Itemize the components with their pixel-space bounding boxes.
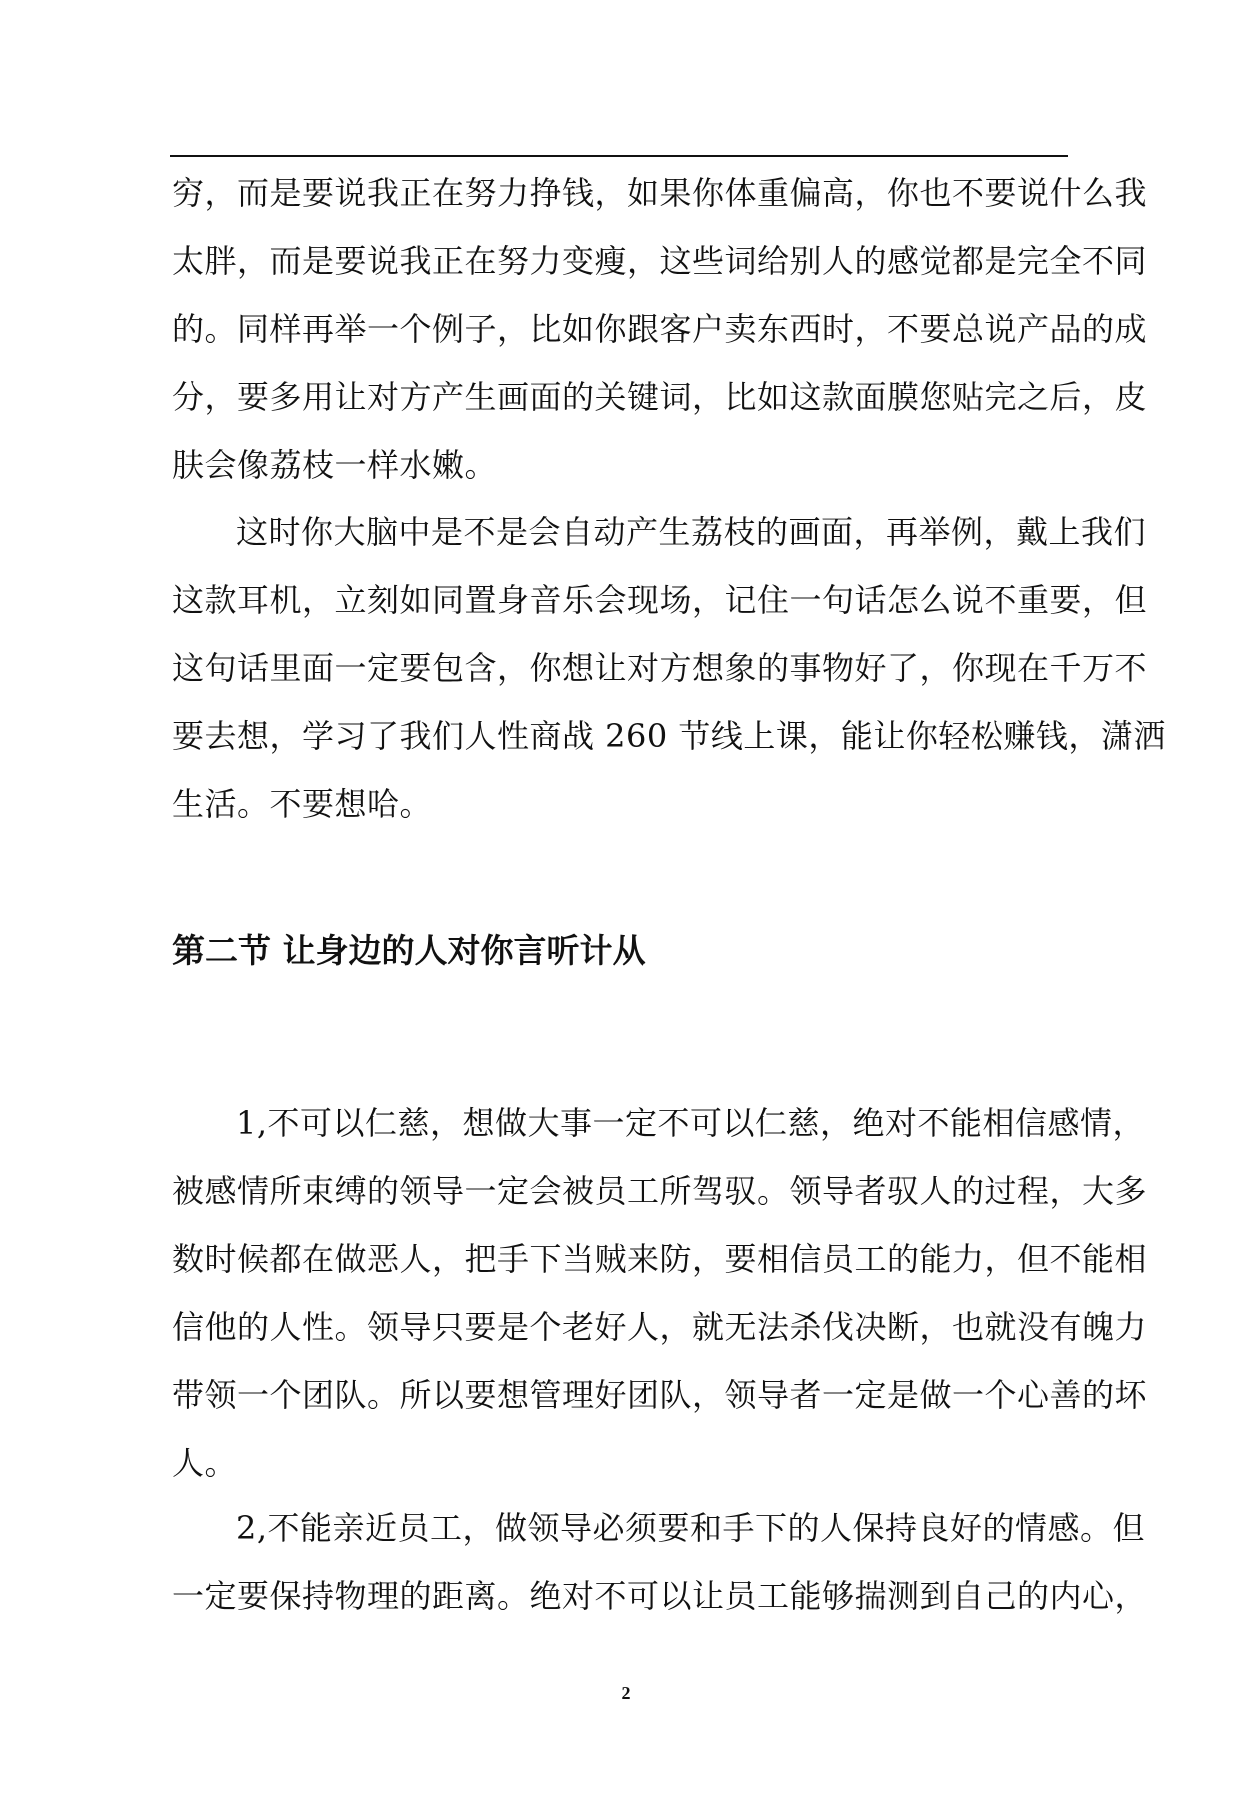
text-line: 肤会像荔枝一样水嫩。 — [172, 446, 498, 484]
text-line: 信他的人性。领导只要是个老好人，就无法杀伐决断，也就没有魄力 — [172, 1308, 1148, 1346]
paragraph-2 — [172, 498, 1166, 838]
text-line: 这款耳机，立刻如同置身音乐会现场，记住一句话怎么说不重要，但 — [172, 581, 1148, 619]
text-line: 1,不可以仁慈，想做大事一定不可以仁慈，绝对不能相信感情， — [236, 1104, 1146, 1142]
text-line: 人。 — [172, 1444, 238, 1482]
text-line: 这时你大脑中是不是会自动产生荔枝的画面，再举例，戴上我们 — [236, 513, 1147, 551]
text-line: 穷，而是要说我正在努力挣钱，如果你体重偏高，你也不要说什么我 — [172, 174, 1148, 212]
page-number: 2 — [621, 1683, 631, 1703]
text-line: 数时候都在做恶人，把手下当贼来防，要相信员工的能力，但不能相 — [172, 1240, 1148, 1278]
text-line: 2,不能亲近员工，做领导必须要和手下的人保持良好的情感。但 — [236, 1509, 1146, 1547]
header-rule — [170, 155, 1068, 157]
text-line: 这句话里面一定要包含，你想让对方想象的事物好了，你现在千万不 — [172, 649, 1148, 687]
text-line: 要去想，学习了我们人性商战 260 节线上课，能让你轻松赚钱，潇洒 — [172, 717, 1166, 755]
text-line: 分，要多用让对方产生画面的关键词，比如这款面膜您贴完之后，皮 — [172, 378, 1148, 416]
text-line: 的。同样再举一个例子，比如你跟客户卖东西时，不要总说产品的成 — [172, 310, 1148, 348]
paragraph-1 — [172, 159, 1148, 499]
text-line: 太胖，而是要说我正在努力变瘦，这些词给别人的感觉都是完全不同 — [172, 242, 1148, 280]
paragraph-3 — [172, 1089, 1148, 1497]
text-line: 被感情所束缚的领导一定会被员工所驾驭。领导者驭人的过程，大多 — [172, 1172, 1148, 1210]
text-line: 生活。不要想哈。 — [172, 785, 433, 823]
text-line: 一定要保持物理的距离。绝对不可以让员工能够揣测到自己的内心， — [172, 1577, 1148, 1615]
text-line: 带领一个团队。所以要想管理好团队，领导者一定是做一个心善的坏 — [172, 1376, 1148, 1414]
section-heading: 第二节 让身边的人对你言听计从 — [172, 931, 646, 970]
paragraph-4 — [172, 1494, 1148, 1630]
